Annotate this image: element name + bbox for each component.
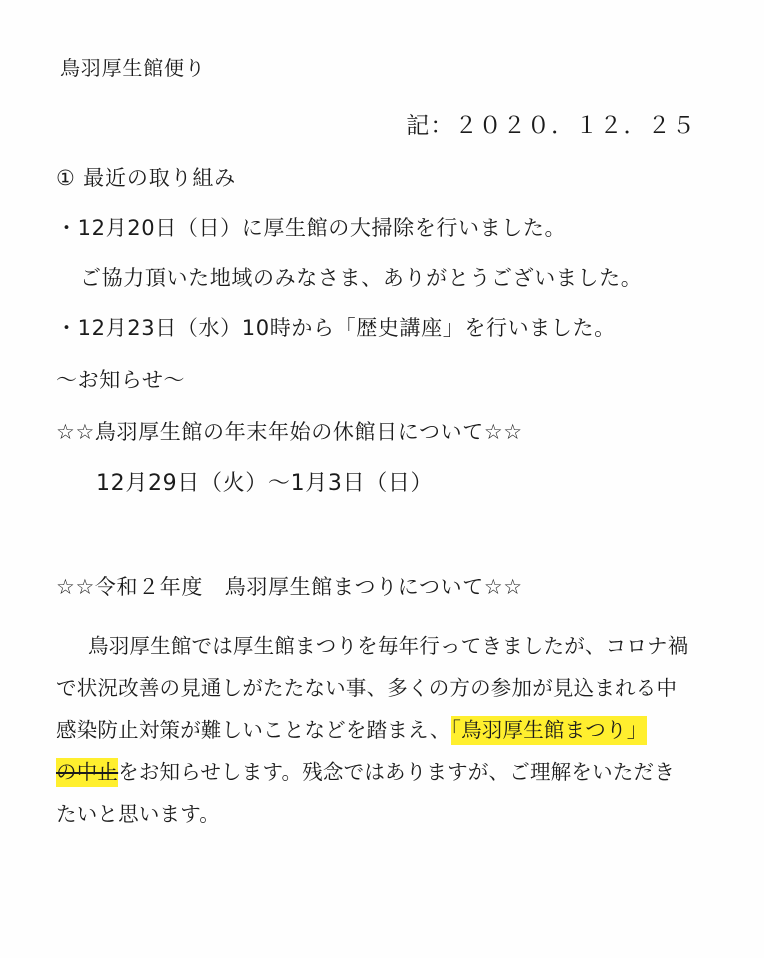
highlighted-text: 「鳥羽厚生館まつり」 <box>451 716 648 745</box>
paragraph-line <box>56 793 712 835</box>
list-item: ご協力頂いた地域のみなさま、ありがとうございました。 <box>80 266 643 290</box>
paragraph-line <box>56 625 712 667</box>
notice-topic-festival: ☆☆令和２年度 鳥羽厚生館まつりについて☆☆ <box>56 575 523 599</box>
festival-paragraph <box>56 625 712 835</box>
paragraph-line <box>56 709 712 751</box>
paragraph-line <box>56 751 712 793</box>
date-line: 記：２０２０．１２．２５ <box>406 113 696 139</box>
paragraph-text: 感染防止対策が難しいことなどを踏まえ、 <box>56 718 451 743</box>
paragraph-text: で状況改善の見通しがたたない事、多くの方の参加が見込まれる中 <box>56 676 678 701</box>
paragraph-text: をお知らせします。残念ではありますが、ご理解をいただき <box>118 760 675 785</box>
closed-dates-range: 12月29日（火）〜1月3日（日） <box>96 471 434 496</box>
notice-heading: 〜お知らせ〜 <box>56 368 186 392</box>
paragraph-text: 鳥羽厚生館では厚生館まつりを毎年行ってきましたが、コロナ禍 <box>88 634 689 658</box>
list-item: ・12月23日（水）10時から「歴史講座」を行いました。 <box>56 316 616 340</box>
paragraph-text: たいと思います。 <box>56 802 220 827</box>
page-title: 鳥羽厚生館便り <box>60 56 206 80</box>
notice-topic-closing-days: ☆☆鳥羽厚生館の年末年始の休館日について☆☆ <box>56 420 523 444</box>
section-heading-recent-activities: ① 最近の取り組み <box>56 166 237 190</box>
paragraph-line <box>56 667 712 709</box>
list-item: ・12月20日（日）に厚生館の大掃除を行いました。 <box>56 216 567 240</box>
highlighted-strikethrough-text: の中止 <box>56 758 118 787</box>
